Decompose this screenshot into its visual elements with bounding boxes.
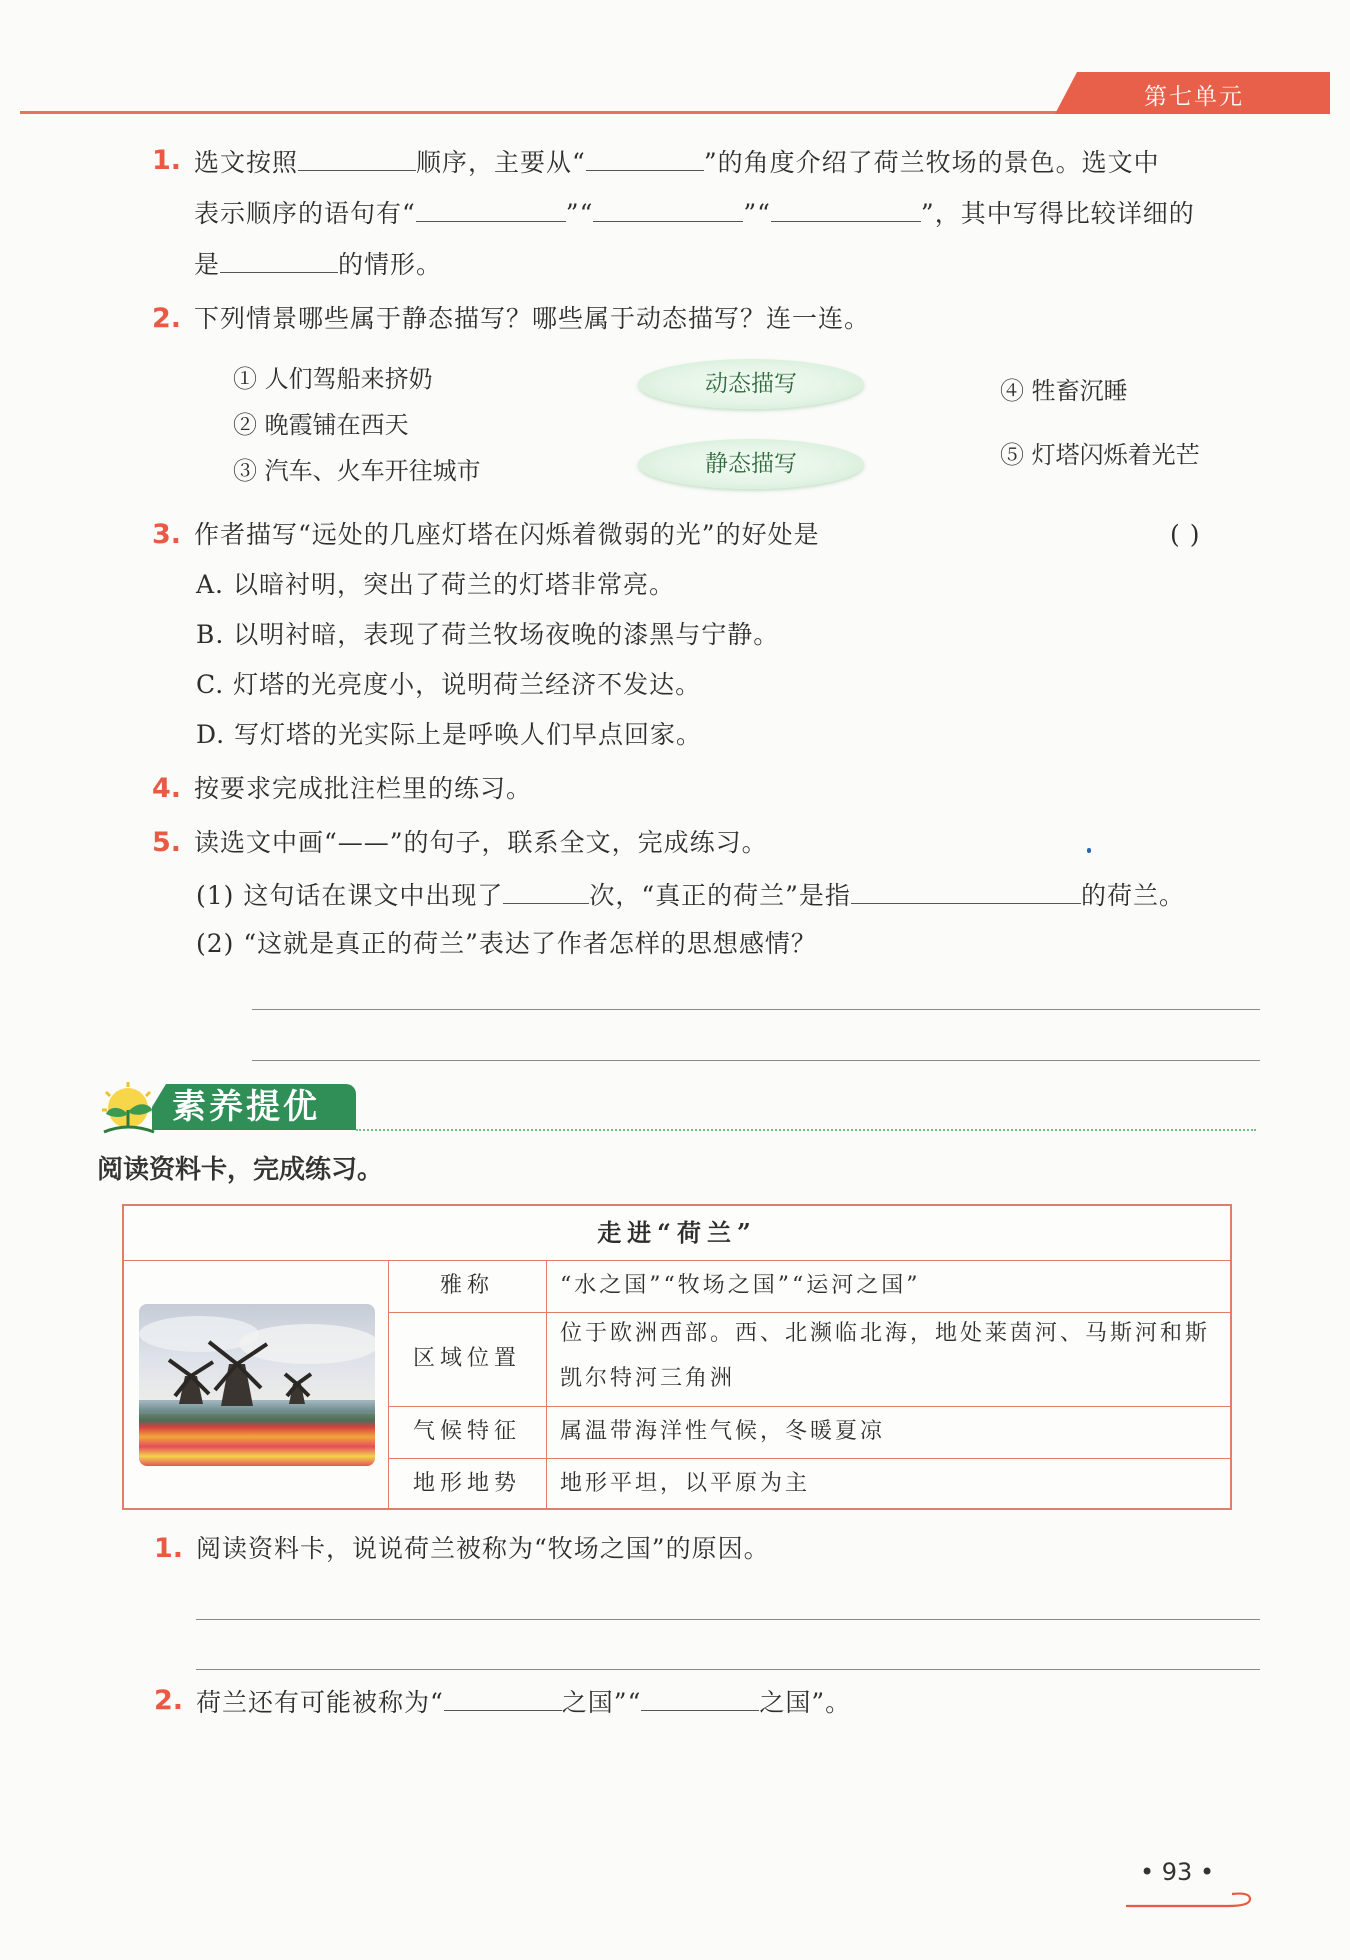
card-title: 走进“荷兰” — [597, 1218, 757, 1247]
section-divider — [356, 1129, 1256, 1131]
row-value: 位于欧洲西部。西、北濒临北海，地处莱茵河、马斯河和斯 — [560, 1321, 1211, 1346]
answer-blank[interactable] — [586, 144, 704, 171]
q5-sub1: (1) 这句话在课文中出现了 次，“真正的荷兰”是指 的荷兰。 — [196, 877, 1185, 913]
p2-text: 荷兰还有可能被称为“ 之国”“ 之国”。 — [196, 1684, 851, 1720]
row-label: 雅称 — [439, 1273, 494, 1298]
question-number: 2. — [154, 1685, 184, 1716]
match-left-item[interactable]: ③ 汽车、火车开往城市 — [233, 457, 481, 485]
option-a: A. 以暗衬明，突出了荷兰的灯塔非常亮。 — [196, 570, 675, 599]
row-value-cont: 凯尔特河三角洲 — [560, 1366, 736, 1391]
category-label: 动态描写 — [705, 371, 797, 397]
question-number: 3. — [152, 519, 182, 550]
answer-blank[interactable] — [444, 1684, 562, 1711]
print-speck — [1087, 848, 1091, 853]
q1-line2: 表示顺序的语句有“ ”“ ”“ ”，其中写得比较详细的 — [194, 195, 1195, 231]
q5-text: 读选文中画“——”的句子，联系全文，完成练习。 — [194, 828, 768, 857]
q3-text: 作者描写“远处的几座灯塔在闪烁着微弱的光”的好处是 — [194, 520, 820, 549]
option-c: C. 灯塔的光亮度小，说明荷兰经济不发达。 — [196, 670, 702, 699]
sprout-sun-icon — [98, 1082, 160, 1138]
windmill-icon — [139, 1304, 375, 1466]
windmill-photo — [139, 1304, 375, 1466]
answer-blank[interactable] — [503, 877, 589, 904]
instruction: 阅读资料卡，完成练习。 — [97, 1155, 384, 1185]
question-number: 2. — [152, 303, 182, 334]
answer-bracket[interactable]: ( ) — [1170, 520, 1201, 549]
writing-line[interactable] — [252, 1060, 1260, 1061]
q1-line1: 选文按照 顺序，主要从“ ”的角度介绍了荷兰牧场的景色。选文中 — [194, 144, 1160, 180]
option-d: D. 写灯塔的光实际上是呼唤人们早点回家。 — [196, 720, 703, 749]
match-left-item[interactable]: ② 晚霞铺在西天 — [233, 411, 409, 439]
info-card — [122, 1204, 1232, 1510]
page-swoosh-icon — [1124, 1890, 1254, 1910]
match-right-item[interactable]: ⑤ 灯塔闪烁着光芒 — [1000, 441, 1200, 469]
answer-blank[interactable] — [641, 1684, 759, 1711]
row-label: 区域位置 — [412, 1346, 521, 1371]
row-value: 地形平坦，以平原为主 — [560, 1471, 811, 1496]
q2-text: 下列情景哪些属于静态描写？哪些属于动态描写？连一连。 — [194, 304, 871, 333]
answer-blank[interactable] — [771, 195, 921, 222]
q4-text: 按要求完成批注栏里的练习。 — [194, 774, 533, 803]
writing-line[interactable] — [196, 1669, 1260, 1670]
q5-sub2: (2) “这就是真正的荷兰”表达了作者怎样的思想感情？ — [196, 929, 817, 958]
question-number: 4. — [152, 773, 182, 804]
question-number: 1. — [154, 1533, 184, 1564]
question-number: 1. — [152, 145, 182, 176]
row-label: 地形地势 — [412, 1471, 521, 1496]
table-rule — [546, 1260, 547, 1508]
writing-line[interactable] — [196, 1619, 1260, 1620]
answer-blank[interactable] — [220, 246, 338, 273]
answer-blank[interactable] — [298, 144, 416, 171]
unit-label: 第七单元 — [1144, 84, 1244, 110]
answer-blank[interactable] — [593, 195, 743, 222]
question-number: 5. — [152, 827, 182, 858]
match-left-item[interactable]: ① 人们驾船来挤奶 — [233, 365, 433, 393]
q1-line3: 是 的情形。 — [194, 246, 442, 282]
answer-blank[interactable] — [851, 877, 1081, 904]
match-right-item[interactable]: ④ 牲畜沉睡 — [1000, 377, 1128, 405]
row-label: 气候特征 — [412, 1419, 521, 1444]
page-number: • 93 • — [1140, 1858, 1215, 1886]
table-rule — [124, 1260, 1230, 1261]
option-b: B. 以明衬暗，表现了荷兰牧场夜晚的漆黑与宁静。 — [196, 620, 780, 649]
row-value: 属温带海洋性气候，冬暖夏凉 — [560, 1419, 886, 1444]
row-value: “水之国”“牧场之国”“运河之国” — [560, 1273, 921, 1298]
section-title: 素养提优 — [172, 1087, 320, 1127]
p1-text: 阅读资料卡，说说荷兰被称为“牧场之国”的原因。 — [196, 1534, 770, 1563]
category-label: 静态描写 — [705, 451, 797, 477]
answer-blank[interactable] — [416, 195, 566, 222]
writing-line[interactable] — [252, 1009, 1260, 1010]
